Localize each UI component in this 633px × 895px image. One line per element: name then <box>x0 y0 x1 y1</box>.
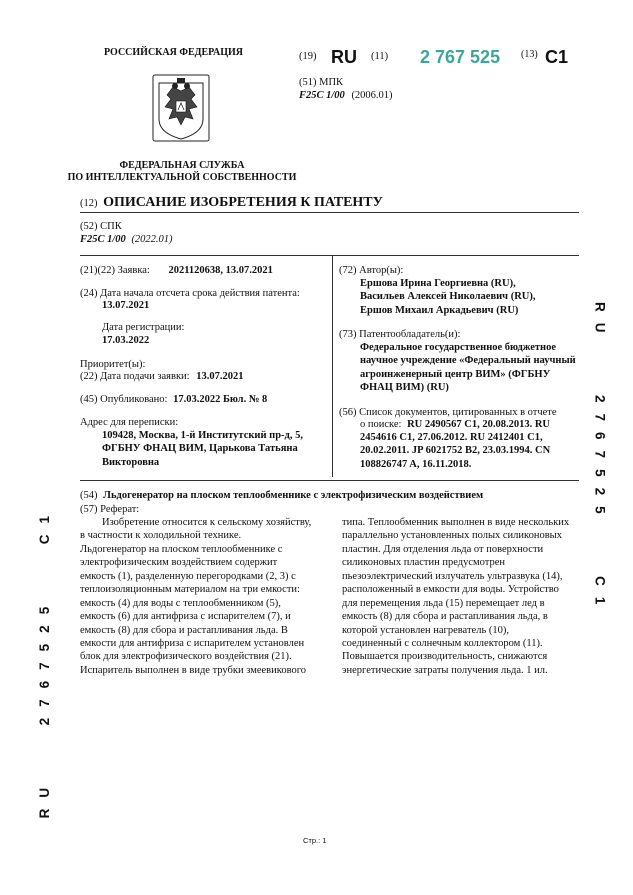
document-title: ОПИСАНИЕ ИЗОБРЕТЕНИЯ К ПАТЕНТУ <box>103 195 383 210</box>
application-label: (21)(22) Заявка: <box>80 265 150 276</box>
abstract-line: Испаритель выполнен в виде трубки змеевикового <box>80 664 307 676</box>
inid-54: (54) <box>80 490 98 501</box>
author-name: Ершов Михаил Аркадьевич (RU) <box>360 304 519 316</box>
mpk-class: F25C 1/00 <box>299 90 345 101</box>
owner-label: (73) Патентообладатель(и): <box>339 329 461 340</box>
owner-line: ФНАЦ ВИМ) (RU) <box>360 382 449 394</box>
abstract-line: емкость (4) для воды с теплообменником (5), <box>80 597 281 609</box>
mpk-line <box>299 89 393 102</box>
cited-docs-first-line <box>360 418 580 431</box>
page-number: Стр.: 1 <box>303 836 327 845</box>
invention-title-row <box>80 489 579 502</box>
author-name: Васильев Алексей Николаевич (RU), <box>360 291 536 303</box>
inid-12: (12) <box>80 198 98 209</box>
abstract-line: силиконовых пластин предусмотрен <box>342 557 505 569</box>
term-start-label: (24) Дата начала отсчета срока действия патента: <box>80 288 300 299</box>
address-block <box>102 429 332 469</box>
spk-class: F25C 1/00 <box>80 234 126 245</box>
filing-label: (22) Дата подачи заявки: <box>80 371 190 382</box>
side-number: 2767525 <box>37 595 52 726</box>
abstract-line: блок для электрофизического воздействия (21). <box>80 651 292 663</box>
side-patent-id-left <box>36 505 53 818</box>
abstract-line: для перемещения льда (15) перемещает лед в <box>342 597 545 609</box>
authors-label: (72) Автор(ы): <box>339 265 404 276</box>
spk-version: (2022.01) <box>131 234 173 245</box>
abstract-line: емкости для антифриза с испарителем установлен <box>80 637 305 649</box>
spk-line <box>80 233 173 246</box>
authors-list <box>360 277 580 317</box>
cited-docs-label-cont: о поиске: <box>360 419 402 430</box>
inid-19: (19) <box>299 51 317 62</box>
title-row <box>80 194 383 212</box>
inid-11: (11) <box>371 51 389 62</box>
abstract-line: параллельно установленных полых силиконовых <box>342 530 562 542</box>
owner-line: Федеральное государственное бюджетное <box>360 342 557 353</box>
inid-13: (13) <box>521 49 538 60</box>
title-rule <box>80 212 579 213</box>
side-patent-id-right <box>591 302 608 615</box>
owner-line: агроинженерный центр ВИМ» (ФГБНУ <box>360 368 551 380</box>
agency-name-line1: ФЕДЕРАЛЬНАЯ СЛУЖБА <box>119 160 245 171</box>
abstract-line: энергетические затраты получения льда. 1 ил. <box>342 664 548 676</box>
cited-docs-list <box>360 431 580 471</box>
published-value: 17.03.2022 Бюл. № 8 <box>173 394 268 405</box>
agency-name-line2: ПО ИНТЕЛЛЕКТУАЛЬНОЙ СОБСТВЕННОСТИ <box>67 172 297 183</box>
abstract-line: Повышается производительность, снижаются <box>342 651 548 663</box>
abstract-line: емкость (8) для сбора и растапливания льда, в <box>342 611 548 623</box>
invention-title: Льдогенератор на плоском теплообменнике с электрофизическим воздействием <box>103 490 484 501</box>
abstract-right-column <box>342 516 576 677</box>
side-country: RU <box>37 776 52 819</box>
abstract-line: расположенный в емкости для воды. Устройство <box>342 584 559 596</box>
application-row <box>80 264 330 277</box>
owner-block <box>360 341 580 395</box>
country-code: RU <box>331 47 357 67</box>
side-kind: C1 <box>37 505 52 545</box>
side-number: 2767525 <box>592 395 608 525</box>
address-label: Адрес для переписки: <box>80 417 179 428</box>
cited-doc: 20.02.2011. JP 6021752 B2, 23.03.1994. CN <box>360 445 551 457</box>
abstract-line: пьезоэлектрический излучатель ультразвука (14), <box>342 570 563 582</box>
priority-label: Приоритет(ы): <box>80 359 146 370</box>
biblio-center-rule <box>332 255 333 477</box>
abstract-line: электрофизическим воздействием содержит <box>80 557 278 569</box>
cited-docs-label: (56) Список документов, цитированных в отчете <box>339 407 557 418</box>
side-kind: C1 <box>592 576 608 616</box>
abstract-line: типа. Теплообменник выполнен в виде нескольких <box>342 517 570 528</box>
published-row <box>80 393 330 406</box>
abstract-left-column <box>80 516 312 677</box>
cited-doc: 2454616 C1, 27.06.2012. RU 2412401 C1, <box>360 432 543 443</box>
term-start-value: 13.07.2021 <box>102 300 150 311</box>
kind-code: C1 <box>545 47 569 67</box>
side-country: RU <box>592 302 608 344</box>
filing-row <box>80 370 330 383</box>
coat-of-arms-emblem <box>147 69 215 147</box>
cited-doc: RU 2490567 C1, 20.08.2013. RU <box>407 419 550 430</box>
registration-label: Дата регистрации: <box>102 322 185 333</box>
abstract-line: емкость (8) для сбора и растапливания льда. В <box>80 624 288 636</box>
owner-line: научное учреждение «Федеральный научный <box>360 355 576 367</box>
abstract-line: теплоизоляционным материалом на три емкости: <box>80 584 300 596</box>
abstract-label: (57) Реферат: <box>80 504 140 515</box>
abstract-line: пластин. Для отделения льда от поверхности <box>342 543 544 555</box>
address-line: 109428, Москва, 1-й Институтский пр-д, 5, <box>102 430 303 441</box>
mpk-label: (51) МПК <box>299 77 344 88</box>
abstract-line: Льдогенератор на плоском теплообменнике с <box>80 543 283 555</box>
abstract-line: емкость (1), разделенную перегородками (2, 3) с <box>80 570 296 582</box>
country-name: РОССИЙСКАЯ ФЕДЕРАЦИЯ <box>104 47 244 58</box>
cited-doc: 108826747 A, 16.11.2018. <box>360 458 472 470</box>
abstract-line: емкость (6) для антифриза с испарителем (7), и <box>80 611 291 623</box>
address-line: Викторовна <box>102 456 160 468</box>
abstract-line: которой установлен нагреватель (10), <box>342 624 509 636</box>
filing-value: 13.07.2021 <box>196 371 244 382</box>
address-line: ФГБНУ ФНАЦ ВИМ, Царькова Татьяна <box>102 443 298 455</box>
application-value: 2021120638, 13.07.2021 <box>168 265 273 276</box>
abstract-line: Изобретение относится к сельскому хозяйству, <box>102 517 312 528</box>
registration-value: 17.03.2022 <box>102 335 150 346</box>
abstract-line: в частности к холодильной технике. <box>80 530 242 542</box>
mpk-version: (2006.01) <box>351 90 393 101</box>
abstract-line: соединенный с солнечным коллектором (11). <box>342 637 543 649</box>
spk-label: (52) СПК <box>80 221 122 232</box>
patent-number: 2 767 525 <box>420 47 501 67</box>
author-name: Ершова Ирина Георгиевна (RU), <box>360 278 516 289</box>
biblio-top-rule <box>80 255 579 256</box>
published-label: (45) Опубликовано: <box>80 394 168 405</box>
biblio-bottom-rule <box>80 480 579 481</box>
